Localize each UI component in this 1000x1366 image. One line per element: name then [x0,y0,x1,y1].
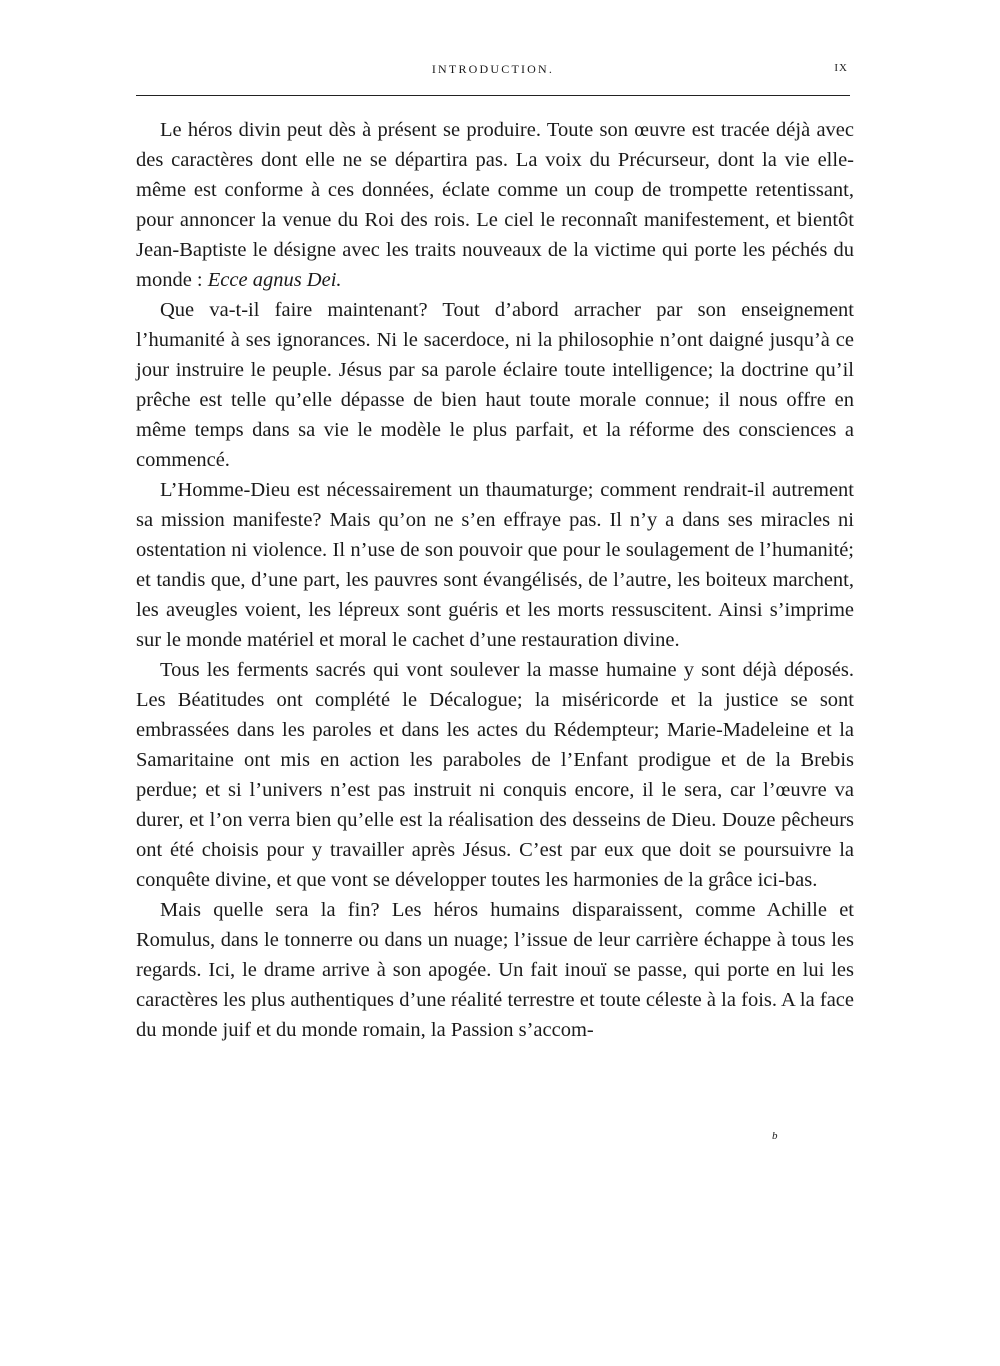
paragraph-1-text: Le héros divin peut dès à présent se produire. Toute son œuvre est tracée déjà avec des caractères dont elle ne se départira pas. La voix du Précurseur, dont la vie elle-même est conforme à ces données, éclate comme un coup de trompette retentissant, pour annoncer la venue du Roi des rois. Le ciel le reconnaît manifestement, et bientôt Jean-Baptiste le désigne avec les traits nouveaux de la victime qui porte les péchés du monde : [136,119,854,291]
paragraph-3: L’Homme-Dieu est nécessairement un thaumaturge; comment rendrait-il autrement sa mission manifeste? Mais qu’on ne s’en effraye pas. Il n’y a dans ses miracles ni ostentation ni violence. Il n’use de son pouvoir que pour le soulagement de l’humanité; et tandis que, d’une part, les pauvres sont évangélisés, de l’autre, les boiteux marchent, les aveugles voient, les lépreux sont guéris et les morts ressuscitent. Ainsi s’imprime sur le monde matériel et moral le cachet d’une restauration divine. [136,479,854,651]
header-rule [136,95,850,96]
running-title: INTRODUCTION. [431,62,555,76]
paragraph-5: Mais quelle sera la fin? Les héros humains disparaissent, comme Achille et Romulus, dans le tonnerre ou dans un nuage; l’issue de leur carrière échappe à tous les regards. Ici, le drame arrive à son apogée. Un fait inouï se passe, qui porte en lui les caractères les plus authentiques d’une réalité terrestre et toute céleste à la fois. A la face du monde juif et du monde romain, la Passion s’accom- [136,899,854,1041]
body-text [136,115,854,1045]
paragraph-2: Que va-t-il faire maintenant? Tout d’abord arracher par son enseignement l’humanité à ses ignorances. Ni le sacerdoce, ni la philosophie n’ont daigné jusqu’à ce jour instruire le peuple. Jésus par sa parole éclaire toute intelligence; la doctrine qu’il prêche est telle qu’elle dépasse de bien haut toute morale connue; il nous offre en même temps dans sa vie le modèle le plus parfait, et la réforme des consciences a commencé. [136,299,854,471]
page-number: IX [834,62,848,74]
signature-mark: b [772,1130,778,1142]
running-head [136,62,850,82]
paragraph-1 [136,115,854,295]
paragraph-4: Tous les ferments sacrés qui vont soulever la masse humaine y sont déjà déposés. Les Béatitudes ont complété le Décalogue; la miséricorde et la justice se sont embrassées dans les paroles et dans les actes du Rédempteur; Marie-Madeleine et la Samaritaine ont mis en action les paraboles de l’Enfant prodigue et de la Brebis perdue; et si l’univers n’est pas instruit ni conquis encore, il le sera, car l’œuvre va durer, et l’on verra bien qu’elle est la réalisation des desseins de Dieu. Douze pêcheurs ont été choisis pour y travailler après Jésus. C’est par eux que doit se poursuivre la conquête divine, et que vont se développer toutes les harmonies de la grâce ici-bas. [136,659,854,891]
latin-quote: Ecce agnus Dei. [207,269,342,291]
